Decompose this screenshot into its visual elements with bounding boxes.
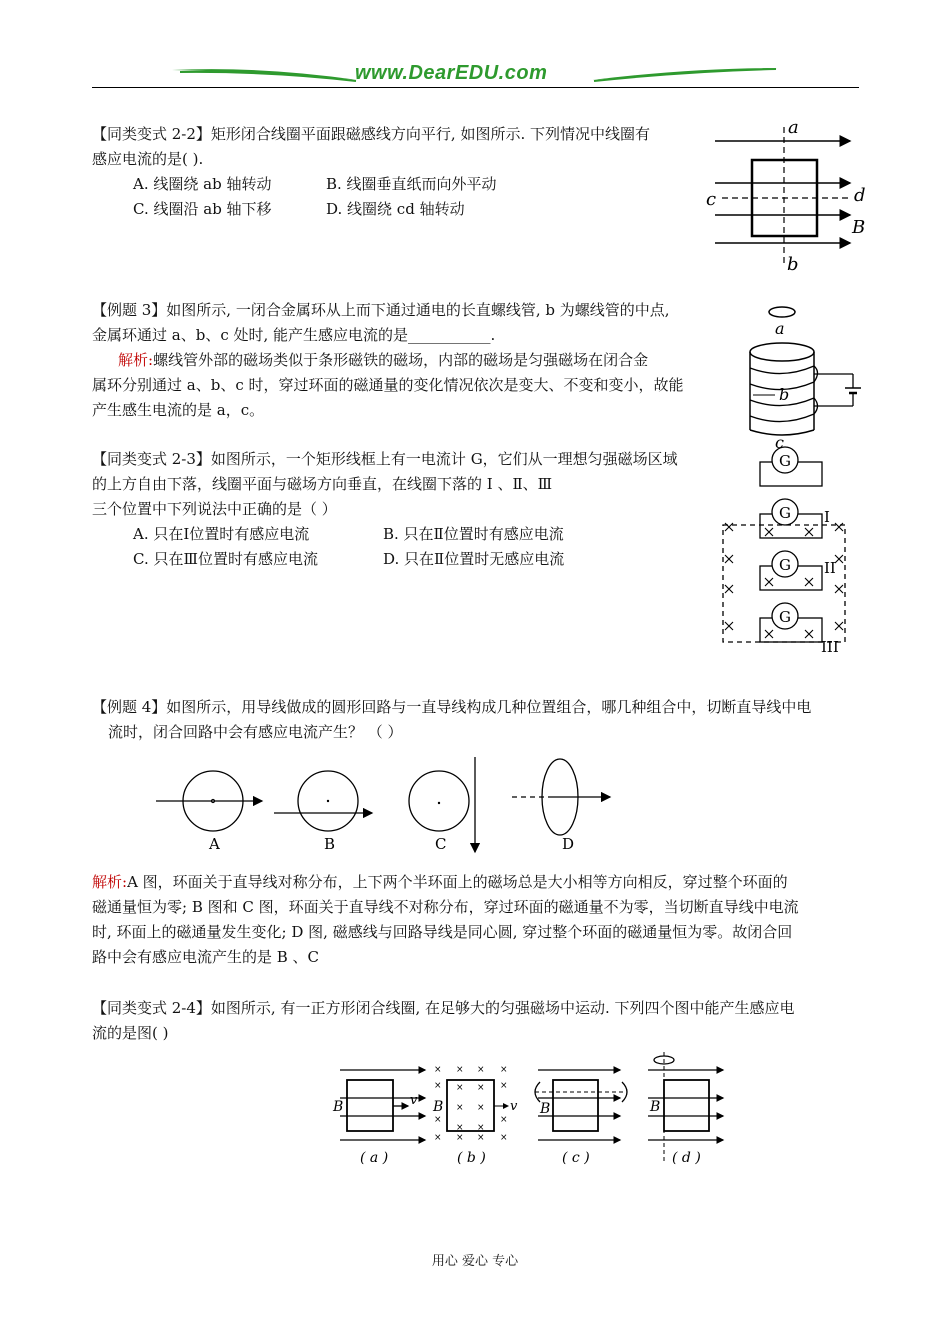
q24-c-B: B	[540, 1101, 551, 1117]
q24-caption-a: ( a )	[360, 1150, 389, 1166]
q22-fig-label-b: b	[787, 254, 799, 275]
svg-text:×: ×	[434, 1133, 442, 1143]
svg-text:×: ×	[456, 1083, 464, 1093]
svg-text:×: ×	[500, 1133, 508, 1143]
svg-text:×: ×	[456, 1123, 464, 1133]
page-footer: 用心 爱心 专心	[431, 1254, 519, 1269]
svg-text:×: ×	[456, 1133, 464, 1143]
q24-a-B: B	[333, 1099, 344, 1115]
ex4-text-1: 【例题 4】如图所示，用导线做成的圆形回路与一直导线构成几种位置组合，哪几种组合中，切断直导线中电	[92, 698, 812, 716]
ex3-solution-3: 产生感生电流的是 a，c。	[92, 401, 265, 419]
q24-b-v: v	[510, 1099, 518, 1114]
q24-caption-b: ( b )	[457, 1150, 486, 1166]
q22-text-2: 感应电流的是( ).	[92, 150, 204, 168]
q23-option-b: B. 只在Ⅱ位置时有感应电流	[383, 525, 564, 543]
q23-text-1: 【同类变式 2-3】如图所示，一个矩形线框上有一电流计 G，它们从一理想匀强磁场区域	[92, 450, 678, 468]
ex3-fig-label-b: b	[779, 385, 790, 404]
q23-fig-G-2: G	[779, 556, 791, 574]
ex4-solution-text-1: A 图，环面关于直导线对称分布，上下两个半环面上的磁场总是大小相等方向相反，穿过整个环面的	[127, 873, 788, 891]
ex4-solution-4: 路中会有感应电流产生的是 B 、C	[92, 948, 320, 966]
q24-figure	[330, 1050, 730, 1168]
ex3-text-2: 金属环通过 a、b、c 处时, 能产生感应电流的是___________.	[92, 326, 496, 344]
q24-text-1: 【同类变式 2-4】如图所示, 有一正方形闭合线圈, 在足够大的匀强磁场中运动. 下列四个图中能产生感应电	[92, 999, 795, 1017]
ex4-solution-2: 磁通量恒为零; B 图和 C 图，环面关于直导线不对称分布，穿过环面的磁通量不为零，当切断直导线中电流	[92, 898, 799, 916]
svg-text:×: ×	[434, 1115, 442, 1125]
q24-caption-c: ( c )	[562, 1150, 590, 1166]
q23-fig-G-1: G	[779, 504, 791, 522]
q22-text-1: 【同类变式 2-2】矩形闭合线圈平面跟磁感线方向平行, 如图所示. 下列情况中线圈有	[92, 125, 650, 143]
svg-text:×: ×	[477, 1123, 485, 1133]
svg-text:×: ×	[477, 1133, 485, 1143]
ex4-text-2: 流时，闭合回路中会有感应电流产生？ （ ）	[108, 723, 403, 741]
q23-fig-label-I: I	[824, 508, 830, 526]
q23-option-d: D. 只在Ⅱ位置时无感应电流	[383, 550, 565, 568]
ex3-solution-label: 解析:	[118, 351, 154, 369]
ex3-fig-label-c: c	[775, 433, 784, 448]
q23-option-c: C. 只在Ⅲ位置时有感应电流	[133, 550, 318, 568]
q24-a-v: v	[410, 1093, 418, 1108]
svg-text:×: ×	[500, 1115, 508, 1125]
svg-text:×: ×	[477, 1065, 485, 1075]
ex4-label-b: B	[324, 835, 336, 853]
q23-option-a: A. 只在Ⅰ位置时有感应电流	[133, 525, 310, 543]
q24-caption-d: ( d )	[672, 1150, 701, 1166]
q22-figure	[700, 115, 870, 275]
header-swoosh-right	[590, 62, 780, 84]
svg-text:×: ×	[500, 1081, 508, 1091]
ex3-solution-text-1: 螺线管外部的磁场类似于条形磁铁的磁场，内部的磁场是匀强磁场在闭合金	[153, 351, 649, 369]
q22-option-c: C. 线圈沿 ab 轴下移	[133, 200, 272, 218]
svg-text:×: ×	[456, 1103, 464, 1113]
ex3-solution-1	[118, 348, 648, 373]
header-swoosh-left	[170, 62, 360, 84]
q23-fig-label-II: II	[824, 559, 836, 577]
site-logo[interactable]: www.DearEDU.com	[355, 62, 548, 84]
q24-text-2: 流的是图( )	[92, 1024, 169, 1042]
svg-text:×: ×	[477, 1103, 485, 1113]
q22-option-b: B. 线圈垂直纸而向外平动	[326, 175, 497, 193]
ex3-figure	[735, 300, 870, 448]
svg-text:×: ×	[500, 1065, 508, 1075]
ex3-text-1: 【例题 3】如图所示, 一闭合金属环从上而下通过通电的长直螺线管, b 为螺线管的中点,	[92, 301, 670, 319]
ex4-solution-1	[92, 870, 788, 895]
q22-option-d: D. 线圈绕 cd 轴转动	[326, 200, 465, 218]
q22-fig-label-d: d	[854, 185, 866, 206]
svg-text:×: ×	[434, 1081, 442, 1091]
q24-d-B: B	[650, 1099, 661, 1115]
q22-fig-label-a: a	[788, 117, 799, 138]
ex4-figure	[150, 752, 620, 857]
ex3-solution-2: 属环分别通过 a、b、c 时，穿过环面的磁通量的变化情况依次是变大、不变和变小，故能	[92, 376, 684, 394]
q23-fig-G-3: G	[779, 608, 791, 626]
q23-fig-label-III: III	[821, 638, 839, 656]
q22-fig-label-B: B	[852, 217, 866, 238]
ex3-fig-label-a: a	[775, 319, 785, 338]
ex4-label-c: C	[435, 835, 447, 853]
ex4-label-d: D	[562, 835, 575, 853]
q22-fig-label-c: c	[706, 189, 717, 210]
svg-text:×: ×	[434, 1065, 442, 1075]
q22-option-a: A. 线圈绕 ab 轴转动	[133, 175, 272, 193]
q23-text-3: 三个位置中下列说法中正确的是（ ）	[92, 500, 337, 518]
q23-fig-G-top: G	[779, 452, 791, 470]
q23-figure	[715, 442, 865, 662]
ex4-solution-3: 时, 环面上的磁通量发生变化; D 图, 磁感线与回路导线是同心圆, 穿过整个环面的磁通量恒为零。故闭合回	[92, 923, 793, 941]
svg-text:×: ×	[456, 1065, 464, 1075]
q24-b-B: B	[433, 1099, 444, 1115]
ex4-solution-label: 解析:	[92, 873, 128, 891]
header-rule	[92, 87, 859, 88]
ex4-label-a: A	[209, 835, 220, 853]
q23-text-2: 的上方自由下落，线圈平面与磁场方向垂直，在线圈下落的 Ⅰ 、Ⅱ、Ⅲ	[92, 475, 553, 493]
svg-text:×: ×	[477, 1083, 485, 1093]
